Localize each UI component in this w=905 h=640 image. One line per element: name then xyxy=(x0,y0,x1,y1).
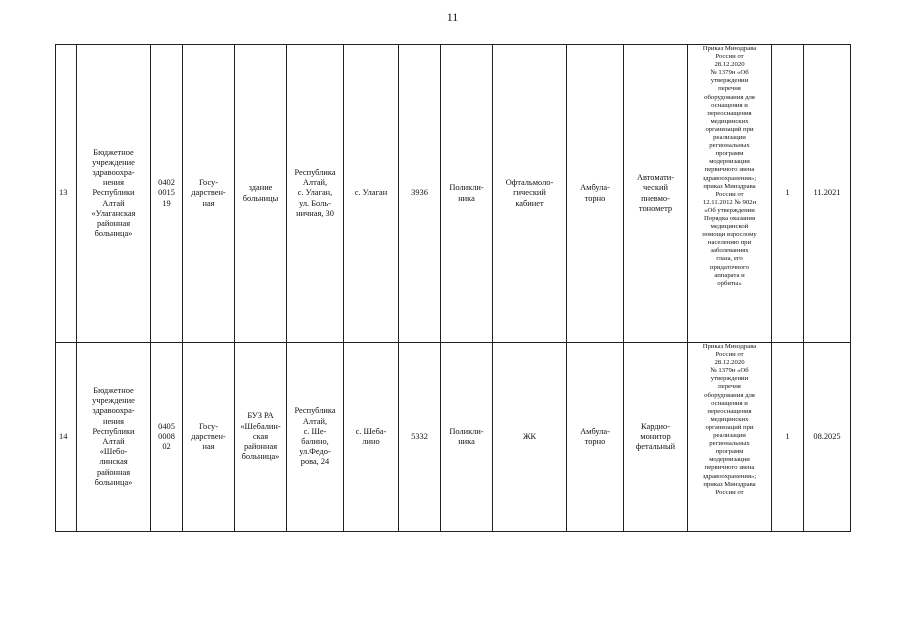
legal-basis-cell: Приказ Минздрава России от 28.12.2020 № 1379н «Об утверждении перечня оборудования для оснащения и переоснащения медицинских организаций при реализации региональных программ модернизации первичного звена здравоохранения»; приказ Минздрава России от 12.11.2012 № 902н «Об утверждении Порядка оказания медицинской помощи взрослому населению при заболеваниях глаза, его придаточного аппарата и орбиты» xyxy=(688,45,772,343)
table-row xyxy=(56,45,851,343)
table-row xyxy=(56,343,851,532)
organization-cell: Бюджетное учреждение здравоохра- нения Республики Алтай «Улаганская районная больница» xyxy=(77,45,151,343)
unit-type-cell: Поликли- ника xyxy=(441,343,493,532)
equipment-cell: Автомати- ческий пневмо- тонометр xyxy=(624,45,688,343)
equipment-cell: Кардио- монитор фетальный xyxy=(624,343,688,532)
building-cell: БУЗ РА «Шебалин- ская районная больница» xyxy=(235,343,287,532)
population-cell: 3936 xyxy=(399,45,441,343)
settlement-cell: с. Шеба- лино xyxy=(344,343,399,532)
date-cell: 11.2021 xyxy=(804,45,851,343)
population-cell: 5332 xyxy=(399,343,441,532)
row-index: 14 xyxy=(56,343,77,532)
date-cell: 08.2025 xyxy=(804,343,851,532)
unit-type-cell: Поликли- ника xyxy=(441,45,493,343)
row-index: 13 xyxy=(56,45,77,343)
code-cell: 0405 0008 02 xyxy=(151,343,183,532)
settlement-cell: с. Улаган xyxy=(344,45,399,343)
quantity-cell: 1 xyxy=(772,45,804,343)
page-number: 11 xyxy=(446,10,459,24)
organization-cell: Бюджетное учреждение здравоохра- нения Республики Алтай «Шебо- линская районная больница» xyxy=(77,343,151,532)
department-cell: ЖК xyxy=(493,343,567,532)
care-form-cell: Амбула- торно xyxy=(567,45,624,343)
care-form-cell: Амбула- торно xyxy=(567,343,624,532)
code-cell: 0402 0015 19 xyxy=(151,45,183,343)
building-cell: здание больницы xyxy=(235,45,287,343)
department-cell: Офтальмоло- гический кабинет xyxy=(493,45,567,343)
ownership-cell: Госу- дарствен- ная xyxy=(183,343,235,532)
ownership-cell: Госу- дарствен- ная xyxy=(183,45,235,343)
registry-table xyxy=(55,44,851,532)
quantity-cell: 1 xyxy=(772,343,804,532)
address-cell: Республика Алтай, с. Улаган, ул. Боль- ничная, 30 xyxy=(287,45,344,343)
address-cell: Республика Алтай, с. Ше- балино, ул.Федо- рова, 24 xyxy=(287,343,344,532)
legal-basis-cell: Приказ Минздрава России от 28.12.2020 № 1379н «Об утверждении перечня оборудования для оснащения и переоснащения медицинских организаций при реализации региональных программ модернизации первичного звена здравоохранения»; приказ Минздрава России от xyxy=(688,343,772,532)
